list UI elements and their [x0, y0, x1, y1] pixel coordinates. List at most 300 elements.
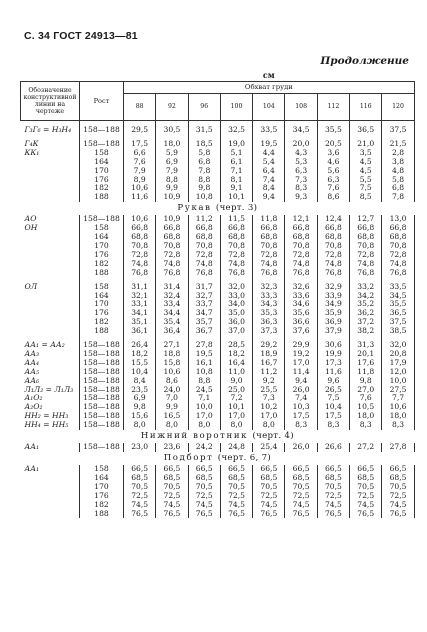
cell-line: 19,2	[292, 348, 310, 358]
cell-line: 74,8	[163, 258, 181, 268]
cell-line: НН₄ = НН₅	[24, 420, 69, 430]
cell-line: 158—188	[83, 420, 120, 430]
size-value-96	[188, 215, 220, 277]
section-title	[21, 452, 415, 465]
cell-line: 32,5	[228, 125, 245, 134]
cell-line: 6,3	[327, 174, 340, 184]
cell-line: 170	[94, 481, 109, 491]
cell-line: 72,5	[163, 490, 181, 500]
cell-line: 10,6	[131, 214, 149, 224]
cell-line: 70,5	[389, 481, 407, 491]
cell-line: 35,7	[195, 317, 213, 327]
cell-line: 31,3	[357, 340, 375, 350]
cell-line: 76,8	[389, 267, 407, 277]
section-name: Подборт	[163, 453, 214, 464]
cell-line: 24,0	[163, 384, 181, 394]
cell-line: 24,5	[195, 384, 213, 394]
size-value-108	[285, 140, 317, 202]
size-value-92	[156, 140, 188, 202]
section-drawing-ref: (черт. 3)	[215, 203, 258, 214]
cell-line: 66,8	[228, 223, 245, 233]
cell-line: 5,9	[165, 147, 178, 157]
table-row	[21, 126, 415, 135]
size-value-120	[382, 126, 414, 135]
cell-line: 70,5	[292, 481, 310, 491]
cell-line: 7,2	[230, 393, 243, 403]
size-value-116	[350, 443, 382, 452]
cell-line: 68,5	[228, 472, 245, 482]
cell-line: 33,6	[292, 290, 310, 300]
cell-line: 10,5	[357, 402, 375, 412]
cell-line: 70,5	[195, 481, 213, 491]
cell-line: 7,0	[165, 393, 178, 403]
cell-line: 68,5	[324, 472, 342, 482]
cell-line	[25, 269, 80, 278]
cell-line: 31,7	[195, 281, 213, 291]
cell-line: 74,5	[389, 499, 407, 509]
cell-line: 68,5	[389, 472, 407, 482]
size-value-88	[124, 465, 156, 518]
cell-line: 11,2	[260, 366, 278, 376]
section-drawing-ref: (черт. 6, 7)	[217, 453, 271, 464]
cell-line: 35,5	[324, 125, 342, 134]
cell-line: 76,8	[260, 267, 278, 277]
cell-line: 26,5	[324, 384, 342, 394]
cell-line: 6,8	[198, 156, 211, 166]
size-value-88	[124, 215, 156, 277]
cell-line: 18,5	[195, 138, 213, 148]
cell-line: 20,1	[357, 348, 375, 358]
size-header-104: 104	[253, 94, 285, 121]
cell-line: 66,8	[195, 223, 213, 233]
cell-line: 5,5	[359, 174, 372, 184]
cell-line: 7,8	[391, 192, 405, 202]
cell-line: 66,5	[163, 464, 181, 473]
cell-line: 76,5	[228, 508, 245, 518]
cell-line: 18,2	[131, 348, 149, 358]
cell-line: 182	[94, 499, 109, 509]
cell-line: 7,6	[359, 393, 372, 403]
cell-line: 72,5	[324, 490, 342, 500]
size-value-120	[382, 465, 414, 518]
cell-line: 5,6	[327, 165, 340, 175]
cell-line: 68,5	[195, 472, 213, 482]
cell-line: 158	[94, 464, 109, 473]
cell-line: 10,4	[131, 366, 149, 376]
cell-line: 17,3	[324, 357, 342, 367]
size-header-96: 96	[188, 94, 220, 121]
cell-line: 6,3	[295, 165, 308, 175]
size-value-120	[382, 403, 414, 430]
cell-line: 37,5	[389, 125, 407, 134]
cell-line: 7,1	[230, 165, 243, 175]
cell-line: 5,3	[295, 156, 308, 166]
table-row	[21, 403, 415, 430]
cell-line: Г₄К	[24, 138, 39, 148]
cell-line: 8,0	[133, 420, 146, 430]
size-value-112	[317, 341, 349, 394]
cell-line: 8,3	[391, 420, 405, 430]
cell-line: 18,0	[389, 411, 407, 421]
cell-line: 74,8	[324, 258, 342, 268]
size-value-100	[220, 465, 252, 518]
cell-line: 70,8	[131, 240, 149, 250]
cell-line: 8,0	[165, 420, 178, 430]
cell-line: 11,2	[195, 214, 213, 224]
cell-line: 68,8	[260, 232, 278, 242]
cell-line: 8,3	[295, 420, 308, 430]
cell-line	[25, 242, 80, 251]
cell-line: 33,9	[324, 290, 342, 300]
cell-line: 23,5	[131, 384, 149, 394]
cell-line: 11,6	[324, 366, 342, 376]
cell-line: 36,3	[260, 317, 278, 327]
cell-line: 74,5	[131, 499, 149, 509]
cell-line: 36,2	[357, 308, 375, 318]
cell-line: 8,5	[359, 192, 372, 202]
cell-line: 70,8	[292, 240, 310, 250]
cell-line: 72,5	[131, 490, 149, 500]
size-value-104	[253, 126, 285, 135]
cell-line: 170	[94, 165, 109, 175]
cell-line: 176	[94, 308, 109, 318]
size-header-120: 120	[382, 94, 414, 121]
cell-line: 74,8	[292, 258, 310, 268]
cell-line: 76,5	[195, 508, 213, 518]
cell-line: 10,3	[292, 402, 310, 412]
cell-line: 9,4	[262, 192, 275, 202]
cell-line: 10,2	[260, 402, 278, 412]
cell-line: 66,8	[292, 223, 310, 233]
size-value-112	[317, 283, 349, 336]
unit-label: см	[262, 70, 275, 81]
size-value-88	[124, 403, 156, 430]
cell-line: 158—188	[83, 393, 120, 403]
cell-line: 158—188	[83, 340, 120, 350]
size-header-100: 100	[220, 94, 252, 121]
cell-line: 72,5	[389, 490, 407, 500]
cell-line: 76,8	[228, 267, 245, 277]
cell-line: АА₁	[24, 442, 40, 452]
cell-line: 158—188	[83, 138, 120, 148]
line-designation	[21, 403, 80, 430]
cell-line: 74,8	[389, 258, 407, 268]
size-value-100	[220, 341, 252, 394]
line-designation	[21, 443, 80, 452]
cell-line: 33,4	[163, 299, 181, 309]
cell-line: 36,4	[163, 326, 181, 336]
size-value-92	[156, 443, 188, 452]
size-value-96	[188, 443, 220, 452]
size-value-88	[124, 341, 156, 394]
cell-line: 33,0	[228, 290, 245, 300]
section-name: Рукав	[177, 203, 212, 214]
cell-line: 36,6	[292, 317, 310, 327]
cell-line: 176	[94, 174, 109, 184]
size-value-108	[285, 283, 317, 336]
cell-line: 66,5	[131, 464, 149, 473]
size-value-112	[317, 443, 349, 452]
cell-line: 13,0	[389, 214, 407, 224]
cell-line	[25, 309, 80, 318]
cell-line: 16,1	[195, 357, 213, 367]
cell-line: АА₄	[24, 357, 40, 367]
size-value-116	[350, 215, 382, 277]
height-value	[80, 283, 124, 336]
cell-line: КК₁	[24, 147, 40, 157]
cell-line: 66,8	[131, 223, 149, 233]
cell-line	[25, 184, 80, 193]
cell-line: 10,6	[131, 183, 149, 193]
table-row	[21, 283, 415, 336]
cell-line: 37,2	[357, 317, 375, 327]
cell-line: 35,0	[228, 308, 245, 318]
table-body	[21, 121, 415, 519]
cell-line: 31,5	[195, 125, 213, 134]
cell-line: 27,1	[163, 340, 181, 350]
cell-line: 36,7	[195, 326, 213, 336]
cell-line: 29,9	[292, 340, 310, 350]
cell-line: 34,3	[260, 299, 278, 309]
cell-line: 68,8	[389, 232, 407, 242]
cell-line: Г₃Г₆ = Н₃Н₄	[24, 125, 72, 134]
cell-line	[25, 193, 80, 202]
size-value-108	[285, 403, 317, 430]
cell-line: 8,1	[230, 174, 243, 184]
cell-line: ОЛ	[24, 281, 38, 291]
cell-line: 158—188	[83, 442, 120, 452]
cell-line: 7,6	[327, 183, 340, 193]
size-value-96	[188, 140, 220, 202]
size-value-92	[156, 215, 188, 277]
cell-line: 11,6	[131, 192, 149, 202]
height-value	[80, 465, 124, 518]
cell-line: 29,2	[260, 340, 278, 350]
cell-line: 158	[94, 223, 109, 233]
cell-line: 32,0	[228, 281, 245, 291]
size-value-120	[382, 215, 414, 277]
cell-line: 66,8	[163, 223, 181, 233]
cell-line: 12,7	[357, 214, 375, 224]
cell-line: 27,8	[195, 340, 213, 350]
cell-line: 7,7	[391, 393, 405, 403]
cell-line: 72,8	[163, 249, 181, 259]
size-value-116	[350, 140, 382, 202]
cell-line: 36,0	[228, 317, 245, 327]
cell-line: 15,6	[131, 411, 149, 421]
cell-line: А₁О₂	[24, 393, 43, 403]
cell-line: 7,4	[295, 393, 308, 403]
cell-line: 182	[94, 183, 109, 193]
cell-line: 158—188	[83, 348, 120, 358]
size-header-108: 108	[285, 94, 317, 121]
cell-line: 37,3	[260, 326, 278, 336]
size-value-112	[317, 215, 349, 277]
cell-line: 68,5	[292, 472, 310, 482]
cell-line: 72,5	[228, 490, 245, 500]
cell-line: 74,5	[324, 499, 342, 509]
cell-line: 66,5	[324, 464, 342, 473]
cell-line: 66,5	[228, 464, 245, 473]
cell-line: 18,0	[357, 411, 375, 421]
cell-line: 68,8	[228, 232, 245, 242]
section-row	[21, 202, 415, 215]
cell-line: 9,9	[165, 183, 178, 193]
cell-line: 8,9	[133, 174, 146, 184]
table-row	[21, 140, 415, 202]
cell-line: 31,4	[163, 281, 181, 291]
cell-line: 34,1	[131, 308, 149, 318]
cell-line: 32,0	[389, 340, 407, 350]
cell-line: 68,8	[357, 232, 375, 242]
cell-line: 9,9	[165, 402, 178, 412]
cell-line: 8,0	[198, 420, 211, 430]
cell-line: 182	[94, 317, 109, 327]
size-value-108	[285, 215, 317, 277]
cell-line: 6,4	[262, 165, 275, 175]
cell-line: 5,8	[198, 147, 211, 157]
section-name: Нижний воротник	[140, 431, 249, 442]
cell-line: 74,8	[357, 258, 375, 268]
size-value-116	[350, 465, 382, 518]
cell-line: 7,4	[262, 174, 275, 184]
cell-line: 18,8	[163, 348, 181, 358]
size-value-104	[253, 443, 285, 452]
cell-line: 37,6	[292, 326, 310, 336]
cell-line: 66,8	[324, 223, 342, 233]
cell-line	[25, 300, 80, 309]
cell-line: 8,3	[327, 420, 340, 430]
height-value	[80, 443, 124, 452]
cell-line: 12,4	[324, 214, 342, 224]
height-header: Рост	[80, 82, 124, 121]
size-value-92	[156, 126, 188, 135]
designation-header: Обозначение конструктивной линии на чертеже	[21, 82, 80, 121]
cell-line: 4,3	[295, 147, 308, 157]
size-header-92: 92	[156, 94, 188, 121]
cell-line: 21,5	[389, 138, 407, 148]
cell-line: 7,3	[295, 174, 308, 184]
cell-line: 188	[94, 267, 109, 277]
cell-line: 10,9	[163, 214, 181, 224]
cell-line: 10,6	[389, 402, 407, 412]
cell-line	[25, 292, 80, 301]
cell-line: 17,0	[195, 411, 213, 421]
cell-line: АА₆	[24, 375, 40, 385]
cell-line: 9,1	[230, 183, 243, 193]
cell-line: 30,5	[163, 125, 181, 134]
cell-line: 188	[94, 508, 109, 518]
cell-line: 35,6	[292, 308, 310, 318]
section-title	[21, 430, 415, 443]
cell-line: 72,5	[260, 490, 278, 500]
cell-line: 9,3	[295, 192, 308, 202]
cell-line: 8,0	[262, 420, 275, 430]
size-value-120	[382, 140, 414, 202]
cell-line: 6,1	[230, 156, 243, 166]
cell-line: 158—188	[83, 411, 120, 421]
cell-line: 2,8	[391, 147, 405, 157]
cell-line: 32,4	[163, 290, 181, 300]
cell-line: 19,0	[228, 138, 245, 148]
cell-line: 7,9	[133, 165, 146, 175]
cell-line: 19,9	[324, 348, 342, 358]
cell-line: 9,8	[359, 375, 372, 385]
cell-line: 38,2	[357, 326, 375, 336]
cell-line: 164	[94, 472, 109, 482]
size-value-100	[220, 283, 252, 336]
cell-line: 66,5	[260, 464, 278, 473]
cell-line: 32,9	[324, 281, 342, 291]
page-header: С. 34 ГОСТ 24913—81	[24, 30, 138, 42]
cell-line: 31,1	[131, 281, 149, 291]
cell-line: НН₂ = НН₃	[24, 411, 69, 421]
cell-line: 19,5	[195, 348, 213, 358]
size-value-92	[156, 283, 188, 336]
cell-line: 18,9	[260, 348, 278, 358]
size-value-100	[220, 140, 252, 202]
cell-line: 37,0	[228, 326, 245, 336]
cell-line: 72,8	[131, 249, 149, 259]
cell-line: 17,5	[324, 411, 342, 421]
cell-line: 72,5	[357, 490, 375, 500]
cell-line: 34,0	[228, 299, 245, 309]
cell-line: 9,8	[133, 402, 146, 412]
section-title	[21, 202, 415, 215]
section-row	[21, 452, 415, 465]
cell-line: 18,0	[163, 138, 181, 148]
cell-line: 7,3	[262, 393, 275, 403]
cell-line: 33,7	[195, 299, 213, 309]
cell-line: А₂О₂	[24, 402, 43, 412]
cell-line: 9,2	[262, 375, 275, 385]
cell-line	[25, 251, 80, 260]
cell-line: 27,5	[389, 384, 407, 394]
size-value-108	[285, 465, 317, 518]
cell-line: 35,2	[357, 299, 375, 309]
size-value-112	[317, 403, 349, 430]
cell-line: 70,8	[357, 240, 375, 250]
cell-line: 36,5	[389, 308, 407, 318]
cell-line	[25, 167, 80, 176]
cell-line: 68,5	[357, 472, 375, 482]
cell-line: 27,0	[357, 384, 375, 394]
cell-line: 4,5	[359, 156, 372, 166]
cell-line: 37,9	[324, 326, 342, 336]
cell-line: 158—188	[83, 384, 120, 394]
cell-line: 8,3	[295, 183, 308, 193]
cell-line: 66,8	[260, 223, 278, 233]
cell-line: 76,8	[357, 267, 375, 277]
cell-line: 10,0	[389, 375, 407, 385]
cell-line: 11,0	[228, 366, 245, 376]
size-value-96	[188, 465, 220, 518]
cell-line: 8,8	[198, 174, 211, 184]
size-value-104	[253, 215, 285, 277]
cell-line: 19,5	[260, 138, 278, 148]
cell-line: 8,4	[262, 183, 275, 193]
cell-line: 7,1	[198, 393, 211, 403]
cell-line	[25, 492, 80, 501]
cell-line: 72,5	[195, 490, 213, 500]
cell-line: 26,6	[324, 442, 342, 452]
size-value-108	[285, 126, 317, 135]
cell-line: 7,6	[133, 156, 146, 166]
cell-line: 27,2	[357, 442, 375, 452]
cell-line: 68,8	[131, 232, 149, 242]
cell-line: 11,5	[228, 214, 245, 224]
cell-line: 35,1	[131, 317, 149, 327]
